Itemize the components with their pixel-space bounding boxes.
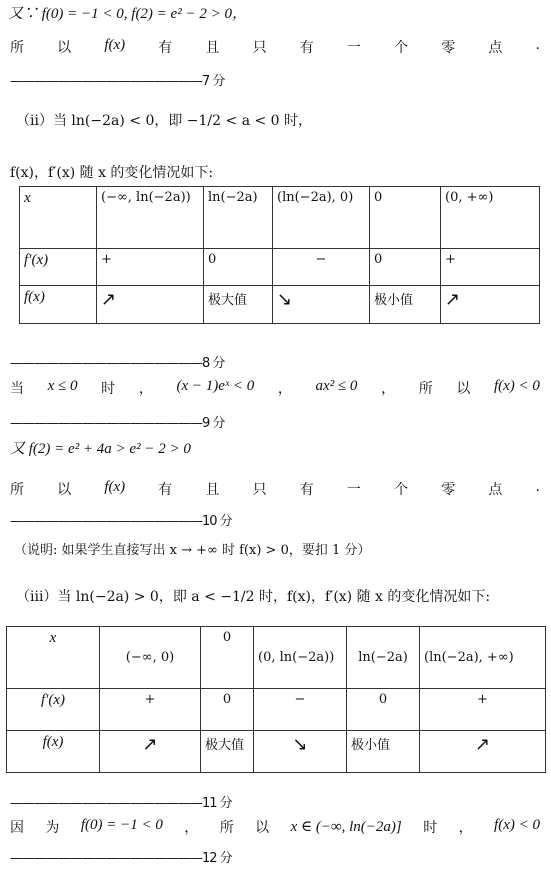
t2-f-2: 极大值 <box>201 731 254 773</box>
t1-f-1 <box>97 286 204 324</box>
score-line-10: ————————————————10 分 <box>10 514 232 529</box>
grading-note: （说明: 如果学生直接写出 x → +∞ 时 f(x) > 0，要扣 1 分） <box>14 543 371 558</box>
t2-fp-5: + <box>420 689 546 731</box>
arrow-down-right-icon: ↘ <box>277 289 293 310</box>
line-unique-zero-2: 所 以 f(x) 有 且 只 有 一 个 零 点 . <box>10 479 540 498</box>
line-f2-value: 又 f(2) = e² + 4a > e² − 2 > 0 <box>10 441 191 457</box>
t1-header-x: x <box>20 187 97 249</box>
line-given-values: 又∵ f(0) = −1 < 0, f(2) = e² − 2 > 0， <box>8 6 247 22</box>
t1-header-1: (−∞, ln(−2a)) <box>97 187 204 249</box>
t1-header-5: (0, +∞) <box>441 187 540 249</box>
arrow-up-right-icon: ↗ <box>474 734 491 755</box>
line-unique-zero-1: 所 以 f(x) 有 且 只 有 一 个 零 点 . <box>10 37 540 56</box>
t2-header-1: (−∞, 0) <box>100 627 201 689</box>
t2-f-5 <box>420 731 546 773</box>
t1-f-5 <box>441 286 540 324</box>
t1-fp-5: + <box>441 249 540 286</box>
t2-header-x: x <box>7 627 100 689</box>
arrow-up-right-icon: ↗ <box>445 289 461 310</box>
score-line-12: ————————————————12 分 <box>10 851 232 866</box>
variation-table-2 <box>6 626 546 773</box>
t2-fp-3: − <box>254 689 347 731</box>
t1-fp-2: 0 <box>204 249 273 286</box>
score-line-11: ————————————————11 分 <box>10 796 232 811</box>
score-line-7: ————————————————7 分 <box>10 74 225 89</box>
t1-fp-4: 0 <box>370 249 441 286</box>
t2-f-4: 极小值 <box>347 731 420 773</box>
t1-header-4: 0 <box>370 187 441 249</box>
t1-f-2: 极大值 <box>204 286 273 324</box>
t2-f-label: f(x) <box>7 731 100 773</box>
t1-fp-label: f′(x) <box>20 249 97 286</box>
t1-fp-3: − <box>273 249 370 286</box>
table1-intro: f(x)，f′(x) 随 x 的变化情况如下: <box>10 165 214 181</box>
t2-header-3: (0, ln(−2a)) <box>254 627 347 689</box>
t2-fp-1: + <box>100 689 201 731</box>
t1-header-2: ln(−2a) <box>204 187 273 249</box>
variation-table-1 <box>19 186 540 324</box>
t2-header-5: (ln(−2a), +∞) <box>420 627 546 689</box>
arrow-up-right-icon: ↗ <box>101 289 117 310</box>
t1-header-3: (ln(−2a), 0) <box>273 187 370 249</box>
t1-f-3 <box>273 286 370 324</box>
t2-fp-2: 0 <box>201 689 254 731</box>
case-iii-heading: （iii）当 ln(−2a) > 0，即 a < −1/2 时，f(x)，f′(x) 随 x 的变化情况如下: <box>16 589 491 605</box>
score-line-9: ————————————————9 分 <box>10 416 225 431</box>
case-ii-heading: （ii）当 ln(−2a) < 0，即 −1/2 < a < 0 时， <box>16 113 313 129</box>
t1-fp-1: + <box>97 249 204 286</box>
score-line-8: ————————————————8 分 <box>10 356 225 371</box>
t2-f-3 <box>254 731 347 773</box>
t2-header-2: 0 <box>201 627 254 689</box>
arrow-up-right-icon: ↗ <box>142 734 158 755</box>
arrow-down-right-icon: ↘ <box>292 734 308 755</box>
t1-f-label: f(x) <box>20 286 97 324</box>
t1-f-4: 极小值 <box>370 286 441 324</box>
t2-fp-4: 0 <box>347 689 420 731</box>
line-negative-part: 当 x ≤ 0 时 ， (x − 1)eˣ < 0 ， ax² ≤ 0 ， 所 以 f(x) < 0 <box>10 378 540 397</box>
t2-fp-label: f′(x) <box>7 689 100 731</box>
line-because-f0: 因 为 f(0) = −1 < 0 ， 所 以 x ∈ (−∞, ln(−2a)] 时 ， f(x) < 0 <box>10 817 540 836</box>
t2-header-4: ln(−2a) <box>347 627 420 689</box>
t2-f-1 <box>100 731 201 773</box>
